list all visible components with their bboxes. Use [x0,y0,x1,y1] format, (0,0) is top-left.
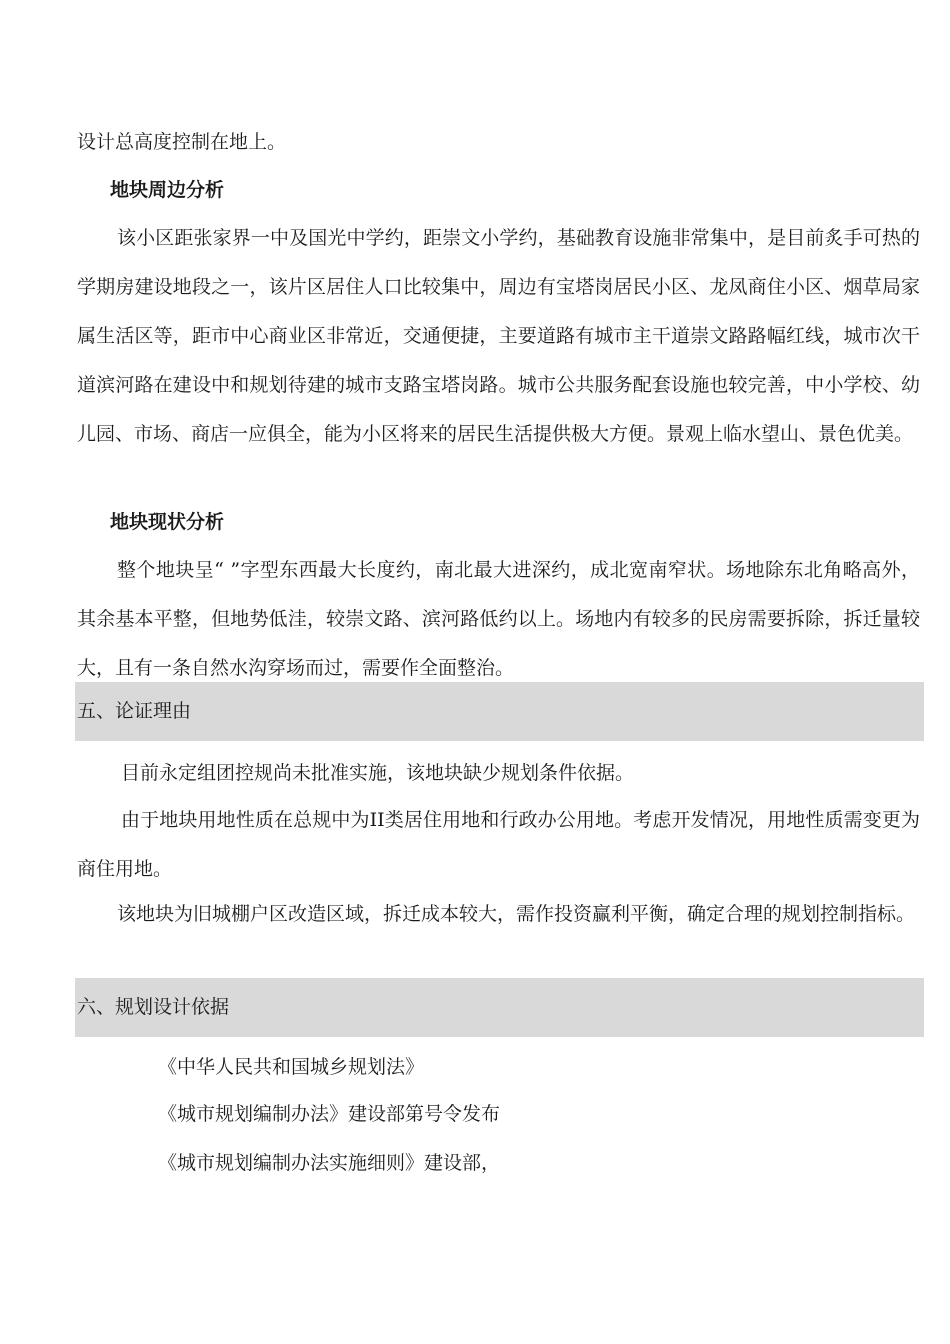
section-5-title: 五、论证理由 [77,700,192,722]
surroundings-heading: 地块周边分析 [110,179,225,201]
section-5-item: 目前永定组团控规尚未批准实施，该地块缺少规划条件依据。 [121,762,635,784]
section-5-item-2-block [0,796,950,894]
status-heading-block [0,498,950,547]
section-5-item: 由于地块用地性质在总规中为II类居住用地和行政办公用地。考虑开发情况，用地性质需变更为商住用地。 [77,809,920,880]
surroundings-paragraph: 该小区距张家界一中及国光中学约，距崇文小学约，基础教育设施非常集中，是目前炙手可热的学期房建设地段之一，该片区居住人口比较集中，周边有宝塔岗居民小区、龙凤商住小区、烟草局家属生活区等，距市中心商业区非常近，交通便捷，主要道路有城市主干道崇文路路幅红线，城市次干道滨河路在建设中和规划待建的城市支路宝塔岗路。城市公共服务配套设施也较完善，中小学校、幼儿园、市场、商店一应俱全，能为小区将来的居民生活提供极大方便。景观上临水望山、景色优美。 [77,227,920,445]
reference-item: 《中华人民共和国城乡规划法》 [158,1056,425,1078]
reference-item: 《城市规划编制办法实施细则》建设部， [158,1152,501,1174]
surroundings-paragraph-block [0,214,950,459]
section-5-item-3-block [0,890,950,939]
section-5-item-1-block [0,749,950,798]
reference-item: 《城市规划编制办法》建设部第号令发布 [158,1103,501,1125]
section-5-item: 该地块为旧城棚户区改造区域，拆迁成本较大，需作投资赢利平衡，确定合理的规划控制指标。 [117,903,916,925]
section-6-title: 六、规划设计依据 [77,996,230,1018]
status-heading: 地块现状分析 [110,511,225,533]
status-paragraph-block [0,546,950,693]
opening-paragraph: 设计总高度控制在地上。 [77,131,287,153]
section-5-heading-bar [75,682,924,741]
status-paragraph: 整个地块呈“ ”字型东西最大长度约，南北最大进深约，成北宽南窄状。场地除东北角略高外，其余基本平整，但地势低洼，较崇文路、滨河路低约以上。场地内有较多的民房需要拆除，拆迁量较大，且有一条自然水沟穿场而过，需要作全面整治。 [77,559,920,679]
opening-paragraph-block [0,118,950,167]
section-6-heading-bar [75,978,924,1037]
surroundings-heading-block [0,166,950,215]
